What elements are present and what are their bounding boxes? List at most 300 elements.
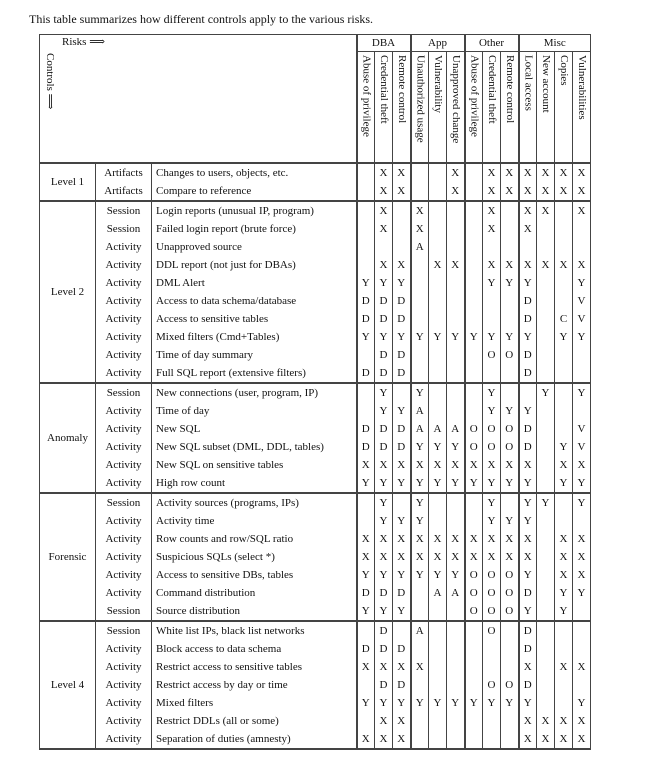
risk-mark-cell: Y: [555, 602, 573, 621]
risk-mark-cell: X: [555, 566, 573, 584]
risk-mark-cell: O: [501, 346, 519, 364]
risk-mark-cell: [447, 402, 465, 420]
risk-mark-cell: [429, 621, 447, 640]
risk-mark-cell: D: [375, 346, 393, 364]
risk-mark-cell: X: [411, 548, 429, 566]
table-row: [40, 694, 591, 712]
risk-mark-cell: [411, 346, 429, 364]
risk-mark-cell: Y: [573, 694, 591, 712]
risk-mark-cell: X: [447, 456, 465, 474]
risk-mark-cell: C: [555, 310, 573, 328]
risk-mark-cell: D: [357, 640, 375, 658]
risk-mark-cell: Y: [447, 438, 465, 456]
risk-mark-cell: Y: [429, 694, 447, 712]
risk-mark-cell: D: [519, 640, 537, 658]
risk-mark-cell: Y: [519, 512, 537, 530]
risk-mark-cell: X: [573, 456, 591, 474]
risk-mark-cell: D: [519, 292, 537, 310]
risk-mark-cell: [555, 402, 573, 420]
control-type-cell: Activity: [96, 238, 152, 256]
table-row: [40, 602, 591, 621]
risk-mark-cell: [393, 621, 411, 640]
risk-mark-cell: Y: [501, 474, 519, 493]
risk-mark-cell: X: [483, 163, 501, 182]
risk-mark-cell: [501, 238, 519, 256]
control-description-cell: Restrict DDLs (all or some): [152, 712, 357, 730]
risk-mark-cell: O: [501, 676, 519, 694]
risk-mark-cell: [483, 640, 501, 658]
risk-mark-cell: D: [375, 420, 393, 438]
risk-mark-cell: X: [375, 163, 393, 182]
table-caption: This table summarizes how different controls apply to the various risks.: [29, 12, 374, 26]
risk-mark-cell: [447, 274, 465, 292]
risk-mark-cell: X: [573, 548, 591, 566]
risk-mark-cell: X: [483, 456, 501, 474]
risk-mark-cell: [411, 712, 429, 730]
risk-mark-cell: Y: [411, 328, 429, 346]
risk-mark-cell: [573, 676, 591, 694]
risk-column-header: [393, 52, 411, 164]
risk-mark-cell: Y: [411, 438, 429, 456]
risk-mark-cell: X: [357, 658, 375, 676]
control-level-label: Level 4: [40, 621, 96, 749]
control-level-label: Forensic: [40, 493, 96, 621]
risk-mark-cell: [501, 658, 519, 676]
control-description-cell: Access to sensitive tables: [152, 310, 357, 328]
risk-mark-cell: Y: [555, 328, 573, 346]
risk-mark-cell: [537, 640, 555, 658]
risk-mark-cell: Y: [483, 512, 501, 530]
risk-mark-cell: [411, 364, 429, 383]
risk-mark-cell: X: [501, 530, 519, 548]
risk-mark-cell: Y: [537, 493, 555, 512]
risk-mark-cell: X: [573, 201, 591, 220]
risk-mark-cell: D: [375, 310, 393, 328]
risk-mark-cell: [501, 201, 519, 220]
risk-mark-cell: [555, 493, 573, 512]
risk-mark-cell: [411, 676, 429, 694]
risk-mark-cell: X: [519, 730, 537, 749]
control-description-cell: New SQL subset (DML, DDL, tables): [152, 438, 357, 456]
risk-mark-cell: [411, 310, 429, 328]
table-row: [40, 364, 591, 383]
risk-mark-cell: [411, 163, 429, 182]
table-row: [40, 512, 591, 530]
risk-mark-cell: X: [555, 548, 573, 566]
risk-mark-cell: [429, 402, 447, 420]
risk-mark-cell: [357, 201, 375, 220]
control-description-cell: Compare to reference: [152, 182, 357, 201]
risk-mark-cell: O: [465, 420, 483, 438]
risk-group-header: DBA: [357, 35, 411, 52]
risk-mark-cell: [501, 640, 519, 658]
risk-mark-cell: [537, 530, 555, 548]
risk-mark-cell: [447, 310, 465, 328]
risk-mark-cell: X: [375, 730, 393, 749]
risk-mark-cell: [429, 730, 447, 749]
risk-mark-cell: A: [411, 238, 429, 256]
risk-mark-cell: [465, 364, 483, 383]
risk-mark-cell: [573, 640, 591, 658]
risk-mark-cell: [429, 274, 447, 292]
risk-mark-cell: X: [447, 530, 465, 548]
risk-controls-table: [39, 34, 591, 750]
risk-mark-cell: [537, 292, 555, 310]
control-description-cell: High row count: [152, 474, 357, 493]
risk-mark-cell: X: [537, 730, 555, 749]
risk-mark-cell: X: [519, 163, 537, 182]
risk-mark-cell: D: [393, 676, 411, 694]
risk-mark-cell: [429, 238, 447, 256]
control-description-cell: New SQL: [152, 420, 357, 438]
risk-mark-cell: [357, 182, 375, 201]
control-description-cell: Source distribution: [152, 602, 357, 621]
risk-mark-cell: D: [375, 621, 393, 640]
risk-mark-cell: A: [429, 420, 447, 438]
risk-mark-cell: [465, 402, 483, 420]
risk-mark-cell: X: [573, 712, 591, 730]
risk-mark-cell: [465, 163, 483, 182]
risk-group-header: App: [411, 35, 465, 52]
control-description-cell: Login reports (unusual IP, program): [152, 201, 357, 220]
control-level-label: Level 1: [40, 163, 96, 201]
risk-mark-cell: V: [573, 292, 591, 310]
control-description-cell: New connections (user, program, IP): [152, 383, 357, 402]
risk-mark-cell: [429, 346, 447, 364]
risk-mark-cell: O: [483, 584, 501, 602]
risk-mark-cell: Y: [375, 328, 393, 346]
risk-mark-cell: [393, 201, 411, 220]
risk-mark-cell: X: [519, 712, 537, 730]
control-type-cell: Activity: [96, 512, 152, 530]
risk-mark-cell: X: [519, 220, 537, 238]
risk-mark-cell: [465, 640, 483, 658]
control-description-cell: Time of day summary: [152, 346, 357, 364]
risk-mark-cell: Y: [573, 474, 591, 493]
control-type-cell: Activity: [96, 364, 152, 383]
risk-mark-cell: [411, 640, 429, 658]
risk-mark-cell: D: [357, 420, 375, 438]
risk-mark-cell: [501, 364, 519, 383]
risk-mark-cell: Y: [375, 694, 393, 712]
control-type-cell: Activity: [96, 456, 152, 474]
risk-mark-cell: [447, 712, 465, 730]
risk-mark-cell: O: [483, 346, 501, 364]
risk-mark-cell: Y: [519, 493, 537, 512]
risk-mark-cell: O: [483, 420, 501, 438]
risk-mark-cell: [447, 201, 465, 220]
risk-mark-cell: Y: [411, 493, 429, 512]
risk-mark-cell: Y: [393, 274, 411, 292]
risk-mark-cell: Y: [393, 602, 411, 621]
risk-mark-cell: [465, 730, 483, 749]
risk-mark-cell: Y: [501, 274, 519, 292]
risk-mark-cell: X: [375, 220, 393, 238]
risk-mark-cell: [537, 238, 555, 256]
risk-mark-cell: [357, 621, 375, 640]
risk-mark-cell: [447, 238, 465, 256]
control-description-cell: Access to data schema/database: [152, 292, 357, 310]
risk-column-label: Remote control: [395, 55, 408, 124]
risk-mark-cell: [555, 512, 573, 530]
risk-mark-cell: [501, 730, 519, 749]
risk-mark-cell: D: [393, 310, 411, 328]
control-description-cell: Full SQL report (extensive filters): [152, 364, 357, 383]
risk-mark-cell: X: [357, 456, 375, 474]
risk-mark-cell: X: [393, 456, 411, 474]
risk-mark-cell: D: [375, 676, 393, 694]
risk-mark-cell: X: [393, 163, 411, 182]
risk-mark-cell: X: [501, 548, 519, 566]
risk-mark-cell: [429, 201, 447, 220]
risk-mark-cell: Y: [375, 512, 393, 530]
risk-mark-cell: [429, 383, 447, 402]
risk-mark-cell: [447, 640, 465, 658]
risk-mark-cell: Y: [393, 512, 411, 530]
risk-mark-cell: [573, 512, 591, 530]
table-header: [40, 35, 591, 164]
control-type-cell: Session: [96, 602, 152, 621]
risk-mark-cell: [465, 256, 483, 274]
risk-mark-cell: [537, 584, 555, 602]
risk-mark-cell: Y: [375, 493, 393, 512]
control-type-cell: Activity: [96, 310, 152, 328]
risk-mark-cell: X: [483, 220, 501, 238]
risk-mark-cell: [357, 220, 375, 238]
risk-mark-cell: X: [375, 658, 393, 676]
risk-mark-cell: D: [519, 584, 537, 602]
risk-mark-cell: X: [483, 256, 501, 274]
risk-mark-cell: [357, 238, 375, 256]
risk-column-header: [501, 52, 519, 164]
risk-mark-cell: Y: [393, 566, 411, 584]
risk-mark-cell: [573, 364, 591, 383]
risk-mark-cell: X: [393, 548, 411, 566]
risk-column-label: Unauthorized usage: [414, 55, 427, 143]
risk-mark-cell: [483, 292, 501, 310]
risk-mark-cell: Y: [519, 402, 537, 420]
control-description-cell: Command distribution: [152, 584, 357, 602]
risk-mark-cell: [573, 602, 591, 621]
risk-mark-cell: [537, 621, 555, 640]
control-type-cell: Activity: [96, 640, 152, 658]
risk-mark-cell: [465, 712, 483, 730]
table-row: [40, 238, 591, 256]
control-type-cell: Session: [96, 201, 152, 220]
risks-axis-label: Risks ⟹: [62, 36, 105, 48]
risk-mark-cell: X: [483, 530, 501, 548]
risk-mark-cell: [483, 658, 501, 676]
header-corner: [40, 35, 357, 164]
risk-mark-cell: [357, 712, 375, 730]
risk-mark-cell: X: [573, 530, 591, 548]
control-description-cell: Failed login report (brute force): [152, 220, 357, 238]
risk-mark-cell: [555, 201, 573, 220]
risk-mark-cell: Y: [483, 474, 501, 493]
risk-mark-cell: X: [447, 182, 465, 201]
risk-column-label: New account: [540, 55, 552, 113]
control-type-cell: Activity: [96, 584, 152, 602]
risk-mark-cell: Y: [573, 383, 591, 402]
risk-mark-cell: X: [501, 456, 519, 474]
table-row: [40, 640, 591, 658]
risk-mark-cell: [429, 512, 447, 530]
risk-column-label: Local access: [522, 55, 535, 111]
risk-mark-cell: [411, 274, 429, 292]
risk-column-header: [375, 52, 393, 164]
control-type-cell: Session: [96, 621, 152, 640]
risk-column-label: Vulnerabilities: [576, 55, 588, 120]
risk-mark-cell: [393, 220, 411, 238]
risk-mark-cell: X: [519, 256, 537, 274]
risk-mark-cell: [537, 602, 555, 621]
risk-group-header: Other: [465, 35, 519, 52]
risk-mark-cell: [411, 602, 429, 621]
risk-mark-cell: [537, 474, 555, 493]
table-row: [40, 584, 591, 602]
risk-mark-cell: [447, 292, 465, 310]
control-description-cell: Block access to data schema: [152, 640, 357, 658]
risk-mark-cell: [465, 493, 483, 512]
control-type-cell: Activity: [96, 346, 152, 364]
risk-mark-cell: [555, 694, 573, 712]
control-type-cell: Activity: [96, 548, 152, 566]
risk-mark-cell: [375, 238, 393, 256]
table-row: [40, 658, 591, 676]
risk-mark-cell: [519, 383, 537, 402]
risk-mark-cell: X: [519, 548, 537, 566]
risk-mark-cell: Y: [429, 566, 447, 584]
risk-mark-cell: [537, 402, 555, 420]
risk-mark-cell: X: [393, 712, 411, 730]
table-row: [40, 438, 591, 456]
risk-mark-cell: D: [357, 364, 375, 383]
risk-column-label: Credential theft: [378, 55, 390, 124]
risk-mark-cell: X: [411, 220, 429, 238]
risk-mark-cell: [483, 310, 501, 328]
control-description-cell: White list IPs, black list networks: [152, 621, 357, 640]
risk-mark-cell: [393, 238, 411, 256]
risk-mark-cell: [447, 364, 465, 383]
risk-mark-cell: Y: [573, 328, 591, 346]
risk-mark-cell: [447, 383, 465, 402]
control-type-cell: Activity: [96, 274, 152, 292]
risk-mark-cell: X: [537, 182, 555, 201]
risk-mark-cell: X: [555, 730, 573, 749]
risk-mark-cell: [537, 512, 555, 530]
risk-column-header: [537, 52, 555, 164]
risk-column-label: Unapproved change: [449, 55, 462, 144]
risk-mark-cell: [483, 364, 501, 383]
table-row: [40, 346, 591, 364]
risk-mark-cell: [429, 712, 447, 730]
risk-mark-cell: Y: [501, 328, 519, 346]
control-type-cell: Activity: [96, 658, 152, 676]
risk-mark-cell: O: [465, 566, 483, 584]
risk-mark-cell: [537, 548, 555, 566]
table-row: [40, 274, 591, 292]
risk-column-label: Copies: [558, 55, 570, 86]
risk-mark-cell: X: [429, 456, 447, 474]
risk-mark-cell: X: [429, 256, 447, 274]
risk-column-header: [519, 52, 537, 164]
control-type-cell: Activity: [96, 328, 152, 346]
control-description-cell: Changes to users, objects, etc.: [152, 163, 357, 182]
risk-mark-cell: D: [375, 364, 393, 383]
risk-column-label: Abuse of privilege: [360, 55, 373, 137]
risk-mark-cell: [465, 310, 483, 328]
table-row: [40, 566, 591, 584]
risk-mark-cell: [429, 163, 447, 182]
risk-mark-cell: Y: [375, 402, 393, 420]
risk-mark-cell: V: [573, 420, 591, 438]
risk-mark-cell: Y: [357, 274, 375, 292]
risk-mark-cell: Y: [375, 274, 393, 292]
risk-mark-cell: D: [519, 438, 537, 456]
table-row: [40, 201, 591, 220]
risk-mark-cell: Y: [483, 493, 501, 512]
risk-mark-cell: O: [465, 602, 483, 621]
control-description-cell: Suspicious SQLs (select *): [152, 548, 357, 566]
risk-mark-cell: Y: [429, 474, 447, 493]
table-row: [40, 220, 591, 238]
risk-mark-cell: X: [357, 548, 375, 566]
risk-mark-cell: V: [573, 438, 591, 456]
control-description-cell: New SQL on sensitive tables: [152, 456, 357, 474]
risk-column-header: [465, 52, 483, 164]
risk-mark-cell: Y: [537, 383, 555, 402]
table-row: [40, 730, 591, 749]
risk-mark-cell: O: [501, 420, 519, 438]
risk-mark-cell: Y: [573, 493, 591, 512]
risk-mark-cell: Y: [519, 328, 537, 346]
risk-mark-cell: [411, 256, 429, 274]
risk-mark-cell: Y: [375, 566, 393, 584]
risk-mark-cell: Y: [555, 438, 573, 456]
risk-mark-cell: X: [537, 712, 555, 730]
risk-mark-cell: D: [519, 346, 537, 364]
risk-mark-cell: D: [519, 676, 537, 694]
risk-mark-cell: Y: [357, 474, 375, 493]
risk-mark-cell: [465, 238, 483, 256]
risk-mark-cell: Y: [519, 274, 537, 292]
table-row: [40, 256, 591, 274]
risk-mark-cell: [357, 346, 375, 364]
risk-mark-cell: Y: [393, 694, 411, 712]
risk-mark-cell: Y: [465, 694, 483, 712]
risk-mark-cell: [429, 220, 447, 238]
risk-mark-cell: [573, 346, 591, 364]
risk-mark-cell: [537, 328, 555, 346]
risk-column-label: Remote control: [503, 55, 516, 124]
risk-mark-cell: [357, 512, 375, 530]
risk-mark-cell: [537, 676, 555, 694]
risk-mark-cell: [537, 220, 555, 238]
risk-mark-cell: Y: [447, 566, 465, 584]
risk-mark-cell: X: [411, 530, 429, 548]
risk-mark-cell: O: [465, 438, 483, 456]
risk-mark-cell: Y: [375, 602, 393, 621]
risk-mark-cell: Y: [519, 694, 537, 712]
risk-mark-cell: [393, 383, 411, 402]
risk-mark-cell: [537, 694, 555, 712]
risk-mark-cell: [411, 730, 429, 749]
risk-mark-cell: A: [411, 621, 429, 640]
risk-mark-cell: Y: [519, 474, 537, 493]
table-row: [40, 402, 591, 420]
control-description-cell: Row counts and row/SQL ratio: [152, 530, 357, 548]
risk-mark-cell: [447, 602, 465, 621]
